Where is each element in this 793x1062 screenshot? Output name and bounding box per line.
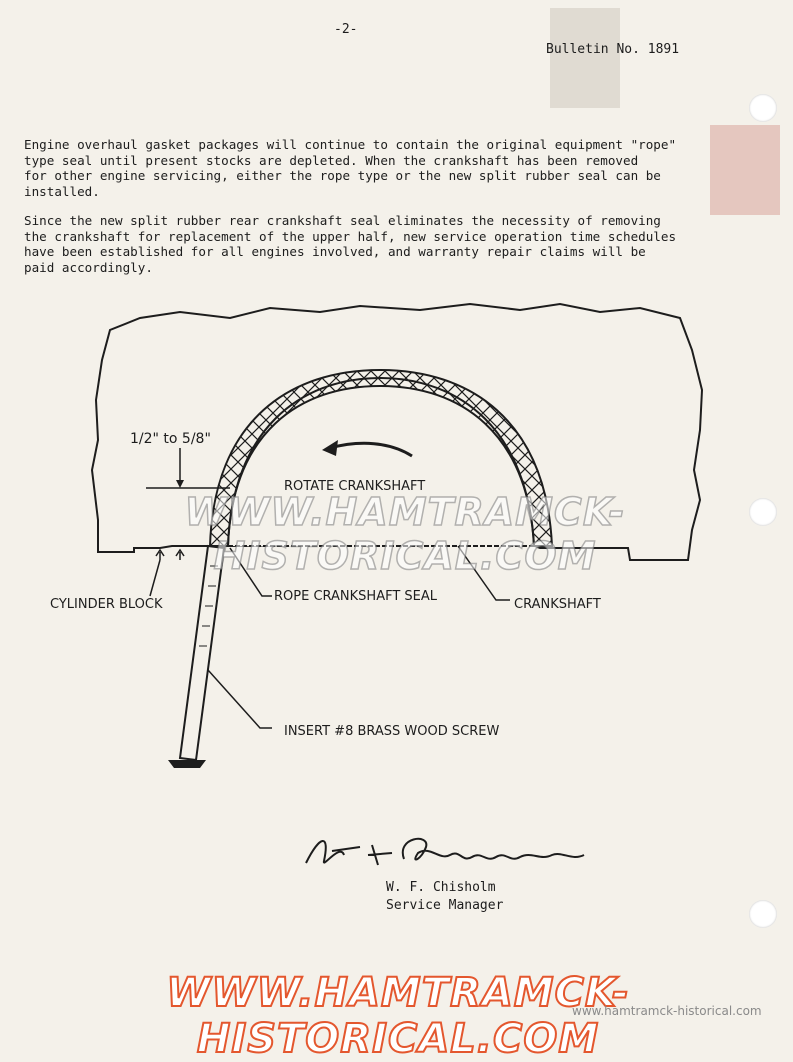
paragraph-split-rubber-seal: Since the new split rubber rear crankshaft seal eliminates the necessity of removing the crankshaft for replacement of the upper half, new service operation time schedules have been established for all engines involved, and warranty repair claims will be paid accordingly. [24,213,677,275]
bulletin-number: Bulletin No. 1891 [546,42,680,57]
watermark-middle: WWW.HAMTRAMCK-HISTORICAL.COM [184,490,626,578]
rotate-crankshaft-label: ROTATE CRANKSHAFT [284,479,426,494]
signer-name: W. F. Chisholm [386,880,496,895]
paragraph-gasket-packages: Engine overhaul gasket packages will continue to contain the original equipment "rope" type seal until present stocks are depleted. When the crankshaft has been removed for other engine servicing, either the rope type or the new split rubber seal can be installed. [24,137,677,199]
signer-title: Service Manager [386,898,504,913]
screw-label: INSERT #8 BRASS WOOD SCREW [284,724,500,739]
watermark-small: www.hamtramck-historical.com [572,1004,762,1018]
handwritten-signature [300,825,600,880]
binder-hole [749,900,777,928]
rope-seal-label: ROPE CRANKSHAFT SEAL [274,589,438,604]
dimension-label: 1/2" to 5/8" [130,431,211,447]
cylinder-block-label: CYLINDER BLOCK [50,597,163,612]
page-number: -2- [334,22,358,37]
watermark-bottom: WWW.HAMTRAMCK-HISTORICAL.COM [166,970,630,1062]
brass-wood-screw [180,546,224,760]
crankshaft-label: CRANKSHAFT [514,597,601,612]
